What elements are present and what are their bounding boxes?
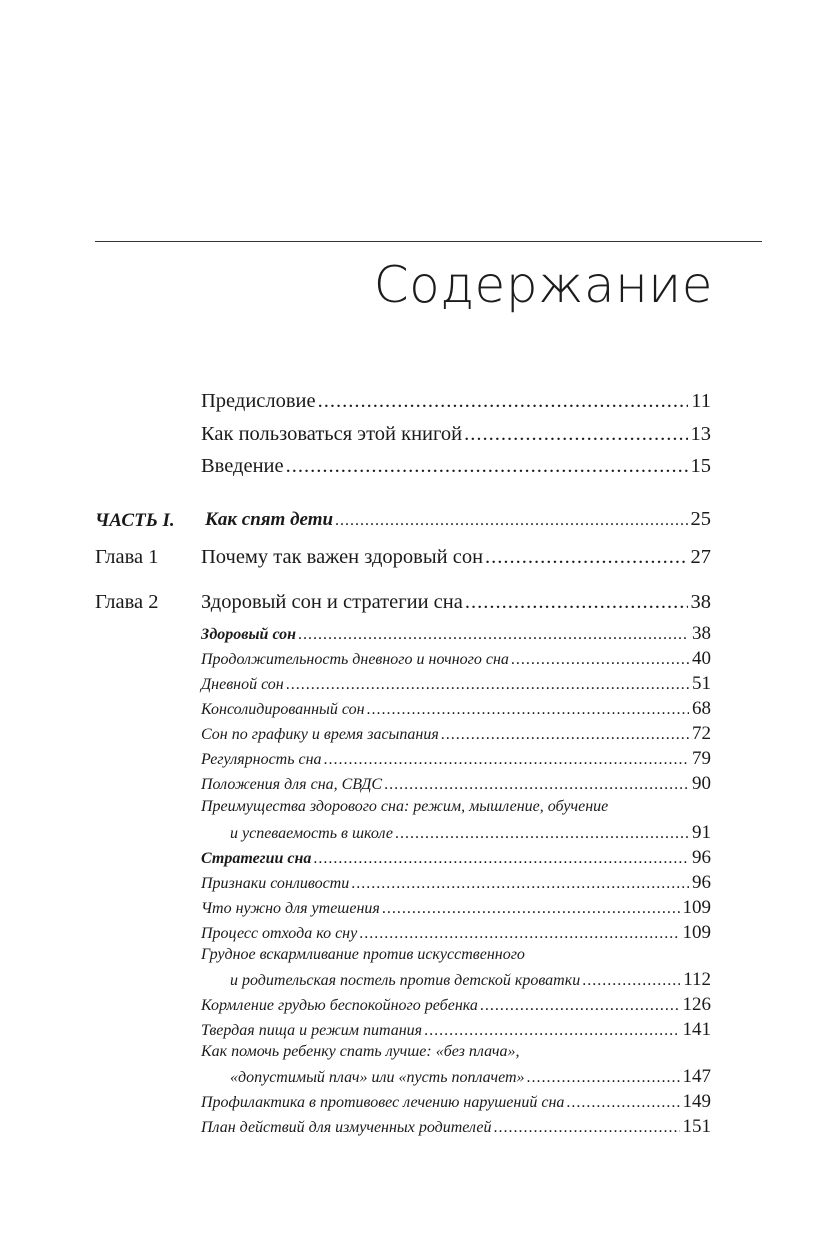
- toc-leader-dots: [351, 875, 689, 893]
- toc-section[interactable]: [230, 1066, 711, 1088]
- toc-leader-dots: [324, 751, 689, 769]
- toc-entry-text: Признаки сонливости: [201, 875, 350, 892]
- toc-page-number: 149: [682, 1091, 711, 1112]
- toc-page-number: 109: [682, 897, 711, 918]
- toc-section-line: Как помочь ребенку спать лучше: «без плача»,: [201, 1043, 520, 1060]
- toc-page-number: 68: [692, 698, 711, 719]
- toc-page-number: 27: [690, 546, 711, 568]
- toc-leader-dots: [298, 626, 689, 644]
- toc-leader-dots: [367, 701, 689, 719]
- toc-page-number: 141: [682, 1019, 711, 1040]
- toc-entry-text: и родительская постель против детской кроватки: [230, 972, 581, 989]
- toc-entry-text: Стратегии сна: [201, 850, 312, 867]
- toc-entry-text: Предисловие: [201, 390, 316, 412]
- toc-section[interactable]: [201, 872, 711, 894]
- toc-section[interactable]: [201, 1019, 711, 1041]
- toc-page-number: 147: [682, 1066, 711, 1087]
- toc-leader-dots: [441, 726, 689, 744]
- toc-entry-text: Положения для сна, СВДС: [201, 776, 383, 793]
- toc-entry-chapter-2[interactable]: [201, 591, 711, 614]
- toc-leader-dots: [395, 825, 689, 843]
- toc-section[interactable]: [201, 648, 711, 670]
- toc-entry-text: и успеваемость в школе: [230, 825, 393, 842]
- toc-section-healthy-sleep[interactable]: [201, 623, 711, 645]
- toc-leader-dots: [335, 512, 687, 530]
- toc-page-number: 109: [682, 922, 711, 943]
- toc-entry-text: Кормление грудью беспокойного ребенка: [201, 997, 478, 1014]
- toc-entry-text: Что нужно для утешения: [201, 900, 380, 917]
- toc-page-number: 112: [683, 969, 711, 990]
- toc-page-number: 38: [690, 591, 711, 613]
- toc-page-number: 40: [692, 648, 711, 669]
- toc-entry-introduction[interactable]: [201, 455, 711, 478]
- toc-entry-text: Здоровый сон и стратегии сна: [201, 591, 463, 613]
- toc-section[interactable]: [201, 748, 711, 770]
- chapter-label: Глава 2: [95, 591, 159, 613]
- toc-leader-dots: [318, 390, 689, 413]
- toc-section[interactable]: [201, 673, 711, 695]
- toc-page-number: 11: [691, 390, 711, 412]
- toc-page-number: 90: [692, 773, 711, 794]
- toc-entry-text: Как пользоваться этой книгой: [201, 423, 463, 445]
- toc-leader-dots: [359, 925, 679, 943]
- toc-page-number: 151: [682, 1116, 711, 1137]
- toc-entry-text: Введение: [201, 455, 284, 477]
- toc-page-number: 51: [692, 673, 711, 694]
- toc-leader-dots: [493, 1119, 679, 1137]
- toc-leader-dots: [382, 900, 680, 918]
- toc-section[interactable]: [201, 1116, 711, 1138]
- toc-entry-text: Дневной сон: [201, 676, 284, 693]
- toc-page-number: 25: [690, 508, 711, 530]
- toc-leader-dots: [582, 972, 680, 990]
- toc-entry-chapter-1[interactable]: [201, 546, 711, 569]
- toc-page-number: 91: [692, 822, 711, 843]
- toc-section[interactable]: [201, 723, 711, 745]
- toc-leader-dots: [286, 676, 689, 694]
- toc-section[interactable]: [201, 994, 711, 1016]
- toc-page-number: 72: [692, 723, 711, 744]
- toc-leader-dots: [464, 423, 687, 446]
- toc-section[interactable]: [201, 698, 711, 720]
- toc-leader-dots: [480, 997, 680, 1015]
- toc-leader-dots: [566, 1094, 679, 1112]
- toc-leader-dots: [485, 546, 687, 569]
- page-title: Содержание: [373, 256, 713, 314]
- toc-entry-how-to-use[interactable]: [201, 423, 711, 446]
- toc-section-sleep-strategies[interactable]: [201, 847, 711, 869]
- toc-entry-preface[interactable]: [201, 390, 711, 413]
- toc-leader-dots: [384, 776, 689, 794]
- part-label: ЧАСТЬ I.: [95, 510, 175, 531]
- toc-entry-text: Продолжительность дневного и ночного сна: [201, 651, 509, 668]
- toc-section[interactable]: [230, 822, 711, 844]
- toc-page-number: 15: [690, 455, 711, 477]
- toc-section[interactable]: [201, 922, 711, 944]
- toc-leader-dots: [527, 1069, 680, 1087]
- toc-entry-text: Сон по графику и время засыпания: [201, 726, 439, 743]
- toc-page-number: 38: [692, 623, 711, 644]
- toc-entry-text: Процесс отхода ко сну: [201, 925, 358, 942]
- toc-page-number: 79: [692, 748, 711, 769]
- toc-section[interactable]: [201, 1091, 711, 1113]
- toc-leader-dots: [511, 651, 689, 669]
- toc-entry-text: Как спят дети: [205, 509, 334, 530]
- toc-section[interactable]: [201, 773, 711, 795]
- toc-entry-text: Консолидированный сон: [201, 701, 365, 718]
- toc-entry-text: План действий для измученных родителей: [201, 1119, 492, 1136]
- chapter-label: Глава 1: [95, 546, 159, 568]
- toc-page-number: 96: [692, 847, 711, 868]
- toc-entry-text: Здоровый сон: [201, 626, 297, 643]
- toc-entry-text: Почему так важен здоровый сон: [201, 546, 484, 568]
- toc-section[interactable]: [201, 897, 711, 919]
- toc-page-number: 126: [682, 994, 711, 1015]
- toc-entry-part-1[interactable]: [205, 508, 711, 531]
- toc-entry-text: «допустимый плач» или «пусть поплачет»: [230, 1069, 525, 1086]
- toc-leader-dots: [313, 850, 689, 868]
- toc-section-line: Грудное вскармливание против искусственного: [201, 946, 525, 963]
- toc-leader-dots: [424, 1022, 679, 1040]
- toc-entry-text: Регулярность сна: [201, 751, 322, 768]
- toc-entry-text: Твердая пища и режим питания: [201, 1022, 423, 1039]
- toc-section[interactable]: [230, 969, 711, 991]
- toc-leader-dots: [465, 591, 688, 614]
- toc-page-number: 13: [690, 423, 711, 445]
- toc-leader-dots: [286, 455, 688, 478]
- toc-entry-text: Профилактика в противовес лечению нарушений сна: [201, 1094, 565, 1111]
- toc-page-number: 96: [692, 872, 711, 893]
- toc-section-line: Преимущества здорового сна: режим, мышление, обучение: [201, 798, 609, 815]
